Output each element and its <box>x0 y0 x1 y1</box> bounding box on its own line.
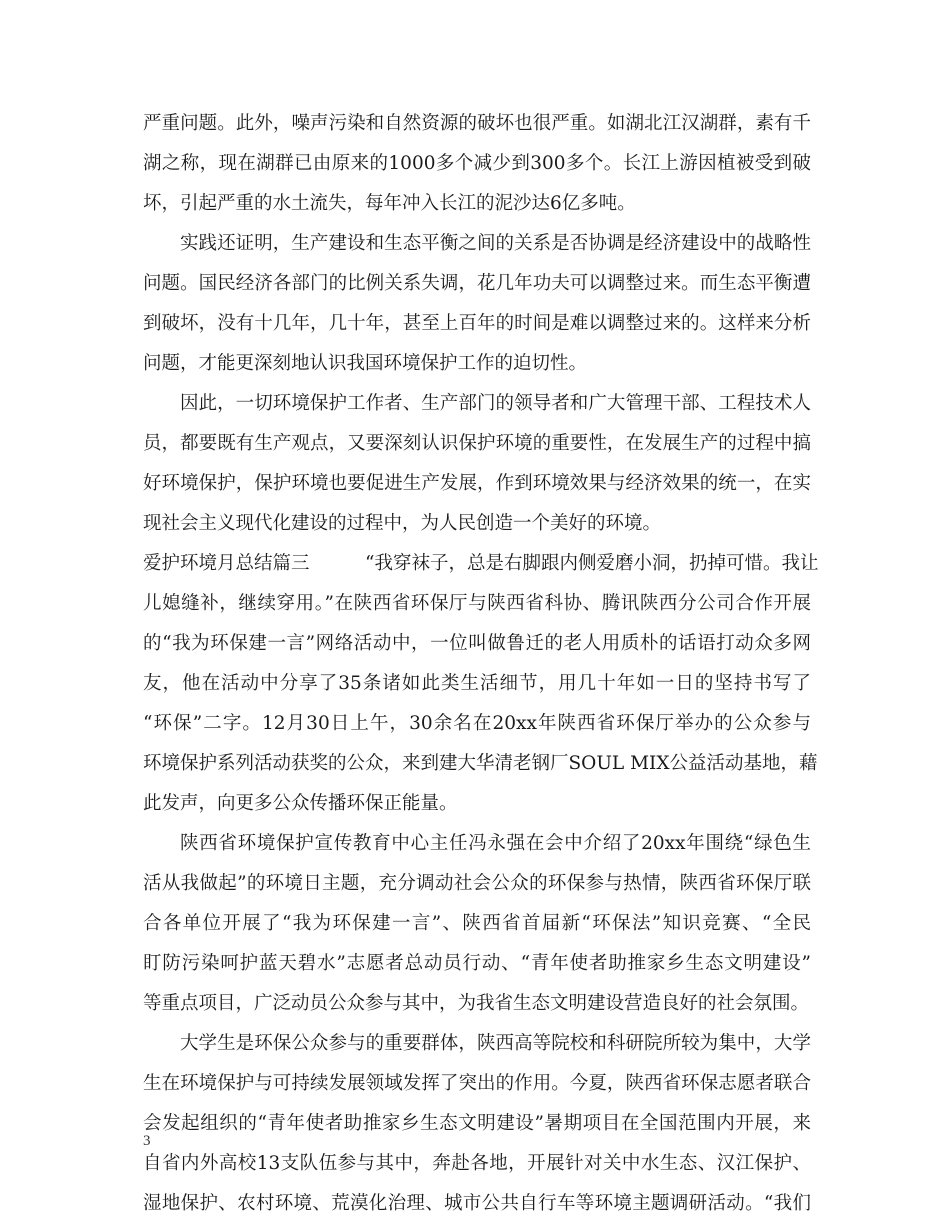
text-line: 湿地保护、农村环境、荒漠化治理、城市公共自行车等环境主题调研活动。“我们 <box>143 1193 811 1214</box>
text-line: 陕西省环境保护宣传教育中心主任冯永强在会中介绍了20xx年围绕“绿色生 <box>180 833 811 854</box>
text-line: 问题。国民经济各部门的比例关系失调，花几年功夫可以调整过来。而生态平衡遭 <box>143 273 811 294</box>
text-line: 因此，一切环境保护工作者、生产部门的领导者和广大管理干部、工程技术人 <box>180 393 811 414</box>
text-line: 儿媳缝补，继续穿用。”在陕西省环保厅与陕西省科协、腾讯陕西分公司合作开展 <box>143 593 811 614</box>
document-body <box>143 104 819 1224</box>
text-line: “环保”二字。12月30日上午，30余名在20xx年陕西省环保厅举办的公众参与 <box>143 713 811 734</box>
text-line: 等重点项目，广泛动员公众参与其中，为我省生态文明建设营造良好的社会氛围。 <box>143 993 810 1014</box>
text-line: 的“我为环保建一言”网络活动中，一位叫做鲁迁的老人用质朴的话语打动众多网 <box>143 633 811 654</box>
text-line: 友，他在活动中分享了35条诸如此类生活细节，用几十年如一日的坚持书写了 <box>143 673 811 694</box>
text-line: 环境保护系列活动获奖的公众，来到建大华清老钢厂SOUL MIX公益活动基地，藉 <box>143 753 818 774</box>
text-line: 严重问题。此外，噪声污染和自然资源的破坏也很严重。如湖北江汉湖群，素有千 <box>143 113 811 134</box>
text-line: 实践还证明，生产建设和生态平衡之间的关系是否协调是经济建设中的战略性 <box>180 233 811 254</box>
text-line: 活从我做起”的环境日主题，充分调动社会公众的环保参与热情，陕西省环保厅联 <box>143 873 811 894</box>
text-line: 问题，才能更深刻地认识我国环境保护工作的迫切性。 <box>143 353 588 374</box>
text-line: 现社会主义现代化建设的过程中，为人民创造一个美好的环境。 <box>143 513 662 534</box>
text-line: 坏，引起严重的水土流失，每年冲入长江的泥沙达6亿多吨。 <box>143 193 636 214</box>
page-number: 3 <box>143 1133 151 1149</box>
text-line: 员，都要既有生产观点，又要深刻认识保护环境的重要性，在发展生产的过程中搞 <box>143 433 811 454</box>
text-line: 爱护环境月总结篇三 “我穿袜子，总是右脚跟内侧爱磨小洞，扔掉可惜。我让 <box>143 553 819 574</box>
text-line: 湖之称，现在湖群已由原来的1000多个减少到300多个。长江上游因植被受到破 <box>143 153 811 174</box>
text-line: 好环境保护，保护环境也要促进生产发展，作到环境效果与经济效果的统一，在实 <box>143 473 811 494</box>
text-line: 大学生是环保公众参与的重要群体，陕西高等院校和科研院所较为集中，大学 <box>180 1033 811 1054</box>
text-line: 盯防污染呵护蓝天碧水”志愿者总动员行动、“青年使者助推家乡生态文明建设” <box>143 953 811 974</box>
text-line: 生在环境保护与可持续发展领域发挥了突出的作用。今夏，陕西省环保志愿者联合 <box>143 1073 811 1094</box>
text-line: 到破坏，没有十几年，几十年，甚至上百年的时间是难以调整过来的。这样来分析 <box>143 313 811 334</box>
text-line: 合各单位开展了“我为环保建一言”、陕西省首届新“环保法”知识竞赛、“全民 <box>143 913 811 934</box>
text-line: 会发起组织的“青年使者助推家乡生态文明建设”暑期项目在全国范围内开展，来 <box>143 1113 811 1134</box>
text-line: 自省内外高校13支队伍参与其中，奔赴各地，开展针对关中水生态、汉江保护、 <box>143 1153 811 1174</box>
text-line: 此发声，向更多公众传播环保正能量。 <box>143 793 458 814</box>
